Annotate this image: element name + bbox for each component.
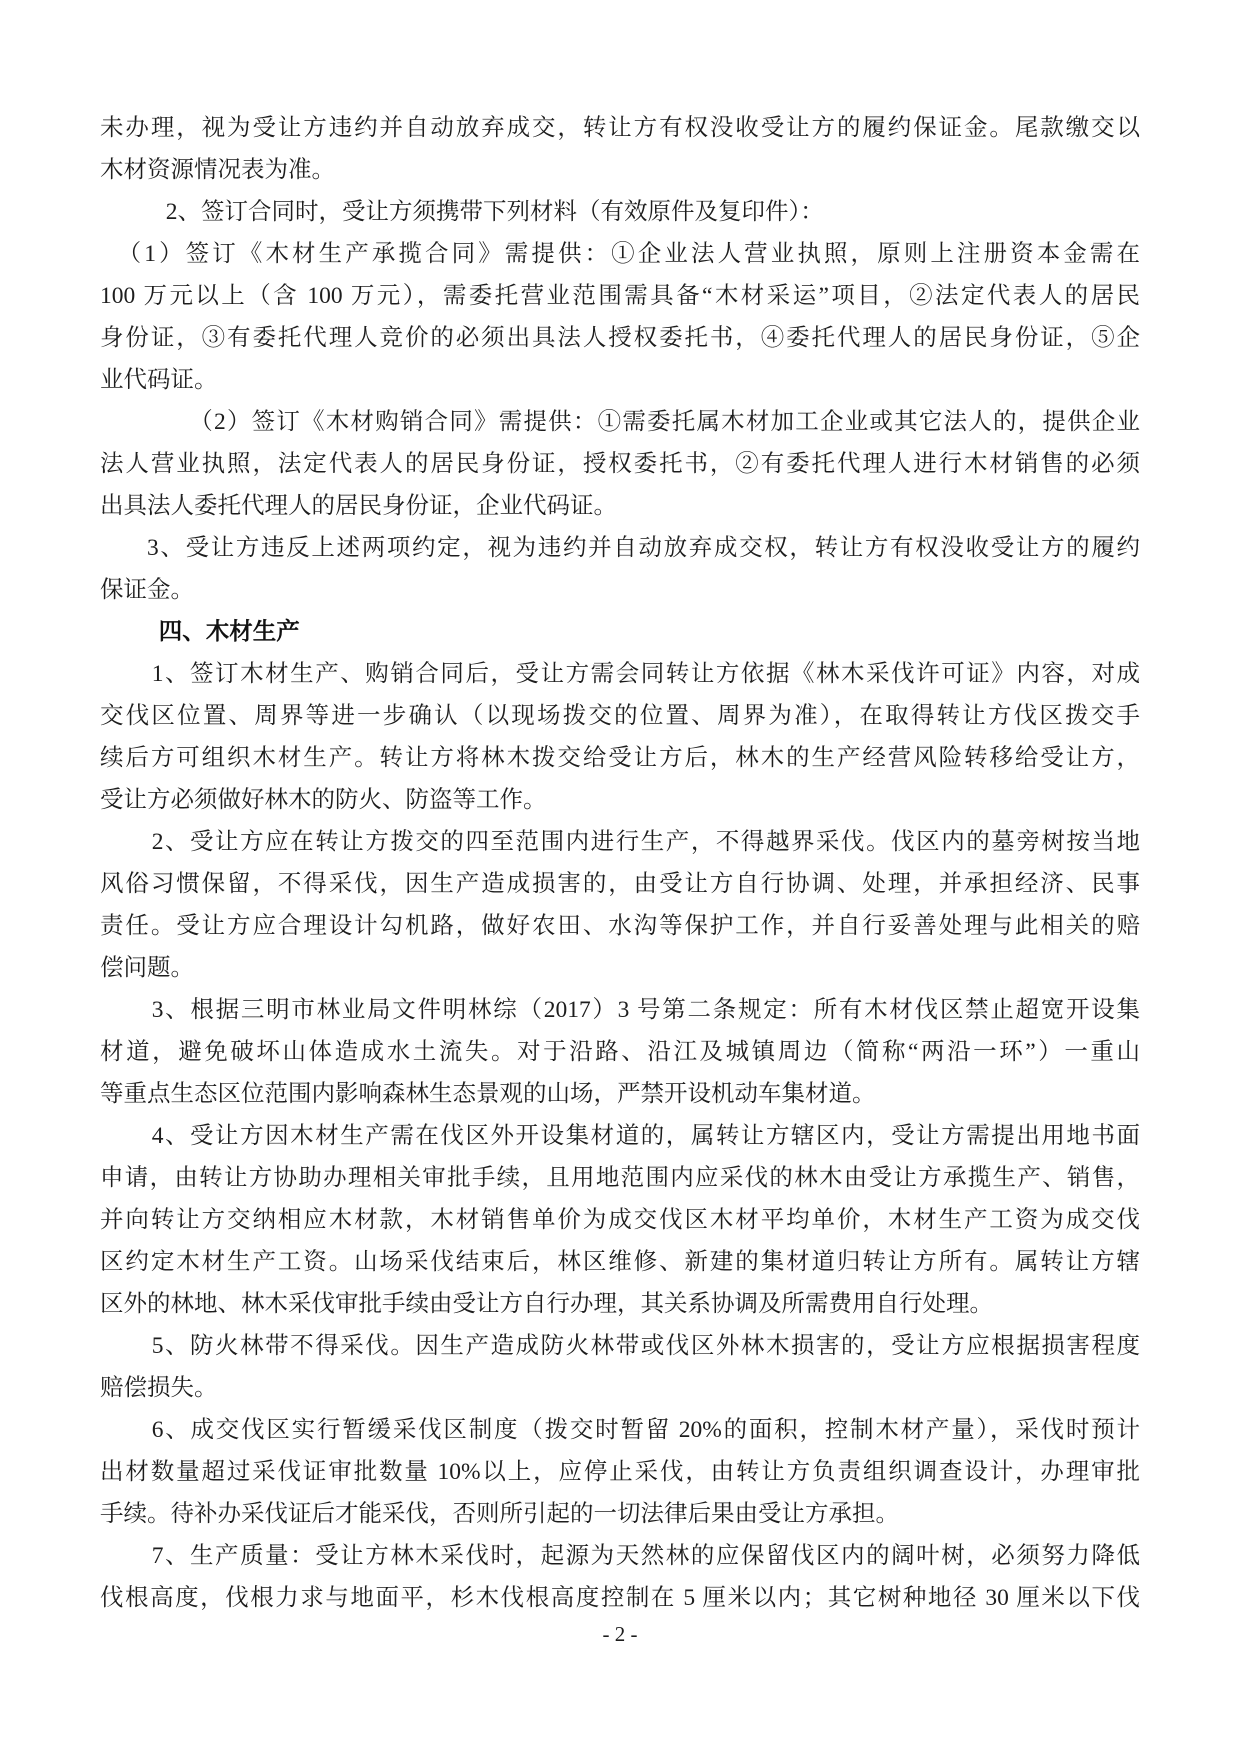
text-line: 受让方必须做好林木的防火、防盗等工作。 [100, 787, 547, 813]
text-line: 100 万元以上（含 100 万元），需委托营业范围需具备“木材采运”项目，②法定代表人的居民 [100, 283, 1140, 309]
text-line: 未办理，视为受让方违约并自动放弃成交，转让方有权没收受让方的履约保证金。尾款缴交以 [100, 115, 1140, 141]
clause-2-item-1 [100, 233, 1140, 401]
text-line: 并向转让方交纳相应木材款，木材销售单价为成交伐区木材平均单价，木材生产工资为成交伐 [100, 1207, 1140, 1233]
text-line: 偿问题。 [100, 955, 194, 981]
text-line: 业代码证。 [100, 367, 218, 393]
text-line: 交伐区位置、周界等进一步确认（以现场拨交的位置、周界为准），在取得转让方伐区拨交手 [100, 703, 1140, 729]
text-line: 保证金。 [100, 577, 194, 603]
text-line: 木材资源情况表为准。 [100, 157, 335, 183]
text-line: 6、成交伐区实行暂缓采伐区制度（拨交时暂留 20%的面积，控制木材产量），采伐时预计 [151, 1417, 1140, 1443]
text-line: 责任。受让方应合理设计勾机路，做好农田、水沟等保护工作，并自行妥善处理与此相关的赔 [100, 913, 1140, 939]
text-line: 区约定木材生产工资。山场采伐结束后，林区维修、新建的集材道归转让方所有。属转让方辖 [100, 1249, 1140, 1275]
text-line: 5、防火林带不得采伐。因生产造成防火林带或伐区外林木损害的，受让方应根据损害程度 [151, 1333, 1140, 1359]
page-number: - 2 - [602, 1622, 638, 1646]
document-body [100, 107, 1140, 1619]
text-line: 申请，由转让方协助办理相关审批手续，且用地范围内应采伐的林木由受让方承揽生产、销售， [100, 1165, 1140, 1191]
text-line: 风俗习惯保留，不得采伐，因生产造成损害的，由受让方自行协调、处理，并承担经济、民事 [100, 871, 1140, 897]
text-line: 3、受让方违反上述两项约定，视为违约并自动放弃成交权，转让方有权没收受让方的履约 [147, 535, 1140, 561]
section-4-clause-4 [100, 1115, 1140, 1325]
text-line: 法人营业执照，法定代表人的居民身份证，授权委托书，②有委托代理人进行木材销售的必须 [100, 451, 1140, 477]
text-line: 出材数量超过采伐证审批数量 10%以上，应停止采伐，由转让方负责组织调查设计，办理审批 [100, 1459, 1140, 1485]
text-line: 伐根高度，伐根力求与地面平，杉木伐根高度控制在 5 厘米以内；其它树种地径 30 厘米以下伐 [100, 1585, 1140, 1611]
section-4-clause-2 [100, 821, 1140, 989]
clause-2-item-2 [100, 401, 1140, 527]
text-line: 7、生产质量：受让方林木采伐时，起源为天然林的应保留伐区内的阔叶树，必须努力降低 [151, 1543, 1140, 1569]
text-line: 区外的林地、林木采伐审批手续由受让方自行办理，其关系协调及所需费用自行处理。 [100, 1291, 993, 1317]
section-4-heading [100, 611, 1140, 653]
page-footer [0, 1621, 1240, 1647]
text-line: 4、受让方因木材生产需在伐区外开设集材道的，属转让方辖区内，受让方需提出用地书面 [151, 1123, 1140, 1149]
text-line: 身份证，③有委托代理人竞价的必须出具法人授权委托书，④委托代理人的居民身份证，⑤企 [100, 325, 1140, 351]
section-4-clause-3 [100, 989, 1140, 1115]
text-line: 出具法人委托代理人的居民身份证，企业代码证。 [100, 493, 617, 519]
section-4-clause-6 [100, 1409, 1140, 1535]
text-line: 2、受让方应在转让方拨交的四至范围内进行生产，不得越界采伐。伐区内的墓旁树按当地 [151, 829, 1140, 855]
text-line: 续后方可组织木材生产。转让方将林木拨交给受让方后，林木的生产经营风险转移给受让方， [100, 745, 1140, 771]
text-line: 赔偿损失。 [100, 1375, 218, 1401]
section-4-clause-5 [100, 1325, 1140, 1409]
text-line: 3、根据三明市林业局文件明林综（2017）3 号第二条规定：所有木材伐区禁止超宽开设集 [151, 997, 1140, 1023]
clause-3-breach [100, 527, 1140, 611]
text-line: 四、木材生产 [158, 619, 300, 645]
clause-continuation [100, 107, 1140, 191]
clause-2-sign-contract [100, 191, 1140, 233]
text-line: 手续。待补办采伐证后才能采伐，否则所引起的一切法律后果由受让方承担。 [100, 1501, 899, 1527]
section-4-clause-7 [100, 1535, 1140, 1619]
text-line: 2、签订合同时，受让方须携带下列材料（有效原件及复印件）： [165, 199, 824, 225]
text-line: 材道，避免破坏山体造成水土流失。对于沿路、沿江及城镇周边（简称“两沿一环”）一重山 [100, 1039, 1140, 1065]
text-line: （2）签订《木材购销合同》需提供：①需委托属木材加工企业或其它法人的，提供企业 [189, 409, 1140, 435]
section-4-clause-1 [100, 653, 1140, 821]
text-line: 1、签订木材生产、购销合同后，受让方需会同转让方依据《林木采伐许可证》内容，对成 [151, 661, 1140, 687]
text-line: 等重点生态区位范围内影响森林生态景观的山场，严禁开设机动车集材道。 [100, 1081, 876, 1107]
text-line: （1）签订《木材生产承揽合同》需提供：①企业法人营业执照，原则上注册资本金需在 [117, 241, 1140, 267]
